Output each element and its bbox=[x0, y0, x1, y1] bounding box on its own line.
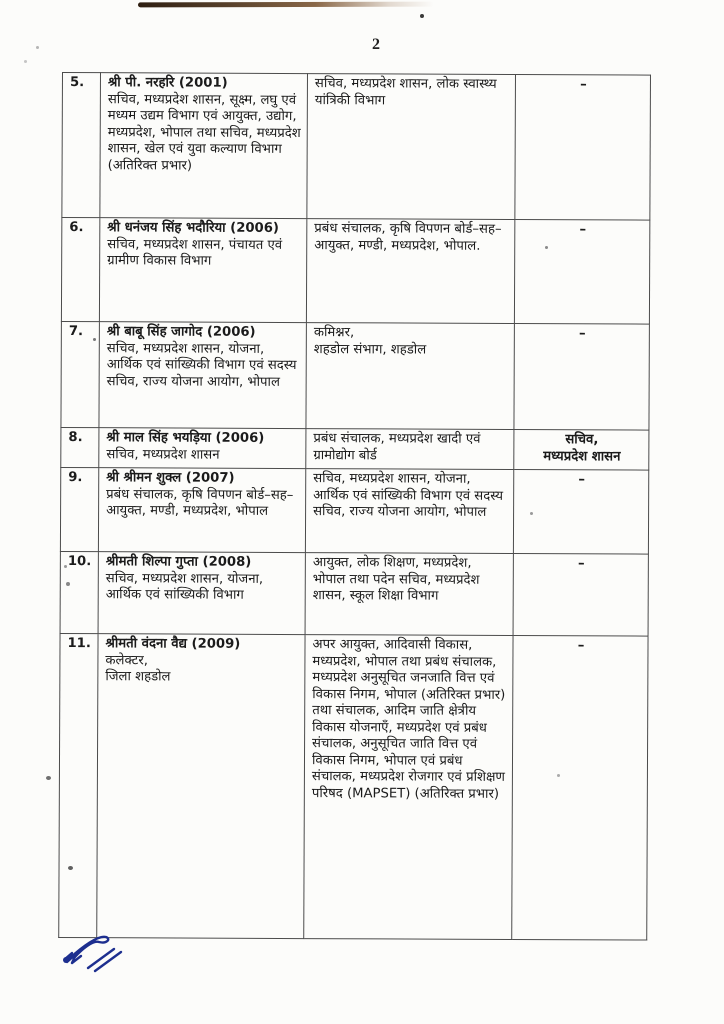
signature-scribble-icon bbox=[52, 928, 148, 986]
current-posting: आयुक्त, लोक शिक्षण, मध्यप्रदेश, भोपाल तथा पदेन सचिव, मध्यप्रदेश शासन, स्कूल शिक्षा विभाग bbox=[305, 553, 513, 636]
ink-speck bbox=[66, 582, 70, 586]
scan-artifact-line bbox=[138, 2, 434, 8]
serial-number: 6. bbox=[61, 218, 99, 322]
officer-name: श्री बाबू सिंह जागोद (2006) bbox=[106, 324, 256, 340]
officer-name: श्रीमती वंदना वैद्य (2009) bbox=[105, 636, 241, 652]
table-row bbox=[61, 321, 649, 430]
serial-number: 9. bbox=[60, 467, 98, 551]
table-row bbox=[60, 551, 648, 636]
officer-cell bbox=[98, 468, 305, 553]
current-posting: प्रबंध संचालक, कृषि विपणन बोर्ड–सह–आयुक्त, मण्डी, मध्यप्रदेश, भोपाल. bbox=[306, 219, 514, 324]
remark-cell: – bbox=[514, 323, 649, 430]
officers-posting-table bbox=[58, 72, 651, 941]
officer-name: श्रीमती शिल्पा गुप्ता (2008) bbox=[105, 554, 252, 570]
ink-speck bbox=[420, 14, 424, 18]
current-posting: प्रबंध संचालक, मध्यप्रदेश खादी एवं ग्रामोद्योग बोर्ड bbox=[306, 429, 514, 470]
officer-details: कलेक्टर, जिला शहडोल bbox=[105, 652, 171, 685]
ink-speck bbox=[24, 60, 27, 63]
officer-details: सचिव, मध्यप्रदेश शासन, पंचायत एवं ग्रामीण विकास विभाग bbox=[107, 236, 283, 269]
ink-speck bbox=[46, 776, 51, 780]
ink-speck bbox=[68, 866, 73, 870]
ink-speck bbox=[64, 565, 67, 568]
serial-number: 7. bbox=[61, 321, 99, 427]
table-row bbox=[60, 467, 648, 554]
remark-cell: – bbox=[512, 635, 648, 940]
table-row bbox=[61, 427, 649, 470]
ink-speck bbox=[545, 246, 548, 249]
officer-details: सचिव, मध्यप्रदेश शासन, सूक्ष्म, लघु एवं मध्यम उद्यम विभाग एवं आयुक्त, उद्योग, मध्यप्रदेश, भोपाल तथा सचिव, मध्यप्रदेश शासन, खेल एवं युवा कल्याण विभाग (अतिरिक्त प्रभार) bbox=[107, 91, 301, 174]
table-row bbox=[59, 633, 648, 940]
remark-cell: – bbox=[513, 469, 648, 554]
ink-speck bbox=[93, 338, 96, 341]
officer-cell bbox=[100, 73, 308, 219]
serial-number: 10. bbox=[60, 551, 98, 633]
officer-details: सचिव, मध्यप्रदेश शासन, योजना, आर्थिक एवं सांख्यिकी विभाग एवं सदस्य सचिव, राज्य योजना आयोग, भोपाल bbox=[106, 340, 297, 390]
officer-name: श्री श्रीमन शुक्ल (2007) bbox=[106, 470, 235, 486]
serial-number: 8. bbox=[61, 427, 99, 467]
current-posting: सचिव, मध्यप्रदेश शासन, योजना, आर्थिक एवं सांख्यिकी विभाग एवं सदस्य सचिव, राज्य योजना आयोग, भोपाल bbox=[305, 469, 513, 554]
table-row bbox=[62, 73, 651, 221]
remark-cell: – bbox=[513, 553, 648, 636]
ink-speck bbox=[36, 46, 39, 49]
officer-name: श्री धनंजय सिंह भदौरिया (2006) bbox=[107, 220, 279, 236]
page-number: 2 bbox=[372, 36, 380, 53]
officer-cell bbox=[99, 428, 306, 469]
serial-number: 11. bbox=[59, 633, 98, 937]
officer-name: श्री पी. नरहरि (2001) bbox=[107, 75, 228, 91]
officer-cell bbox=[97, 634, 305, 939]
officer-cell bbox=[98, 552, 305, 635]
officer-cell bbox=[99, 322, 306, 429]
remark-cell: – bbox=[515, 74, 651, 220]
current-posting: अपर आयुक्त, आदिवासी विकास, मध्यप्रदेश, भोपाल तथा प्रबंध संचालक, मध्यप्रदेश अनुसूचित जनजाति वित्त एवं विकास निगम, भोपाल (अतिरिक्त प्रभार) तथा संचालक, आदिम जाति क्षेत्रीय विकास योजनाएँ, मध्यप्रदेश एवं प्रबंध संचालक, अनुसूचित जाति वित्त एवं विकास निगम, भोपाल एवं प्रबंध संचालक, मध्यप्रदेश रोजगार एवं प्रशिक्षण परिषद (MAPSET) (अतिरिक्त प्रभार) bbox=[304, 635, 513, 940]
serial-number: 5. bbox=[62, 73, 101, 218]
current-posting: सचिव, मध्यप्रदेश शासन, लोक स्वास्थ्य यांत्रिकी विभाग bbox=[307, 74, 516, 220]
table-row bbox=[61, 218, 649, 325]
officer-details: प्रबंध संचालक, कृषि विपणन बोर्ड–सह–आयुक्त, मण्डी, मध्यप्रदेश, भोपाल bbox=[106, 486, 294, 519]
remark-cell: – bbox=[514, 219, 649, 324]
ink-speck bbox=[530, 512, 533, 515]
officer-details: सचिव, मध्यप्रदेश शासन, योजना, आर्थिक एवं सांख्यिकी विभाग bbox=[105, 570, 264, 603]
current-posting: कमिश्नर, शहडोल संभाग, शहडोल bbox=[306, 323, 514, 430]
officer-cell bbox=[99, 218, 306, 323]
officer-details: सचिव, मध्यप्रदेश शासन bbox=[106, 446, 220, 463]
officer-name: श्री माल सिंह भयड़िया (2006) bbox=[106, 430, 265, 446]
ink-speck bbox=[557, 774, 560, 777]
remark-cell: सचिव, मध्यप्रदेश शासन bbox=[514, 429, 649, 470]
